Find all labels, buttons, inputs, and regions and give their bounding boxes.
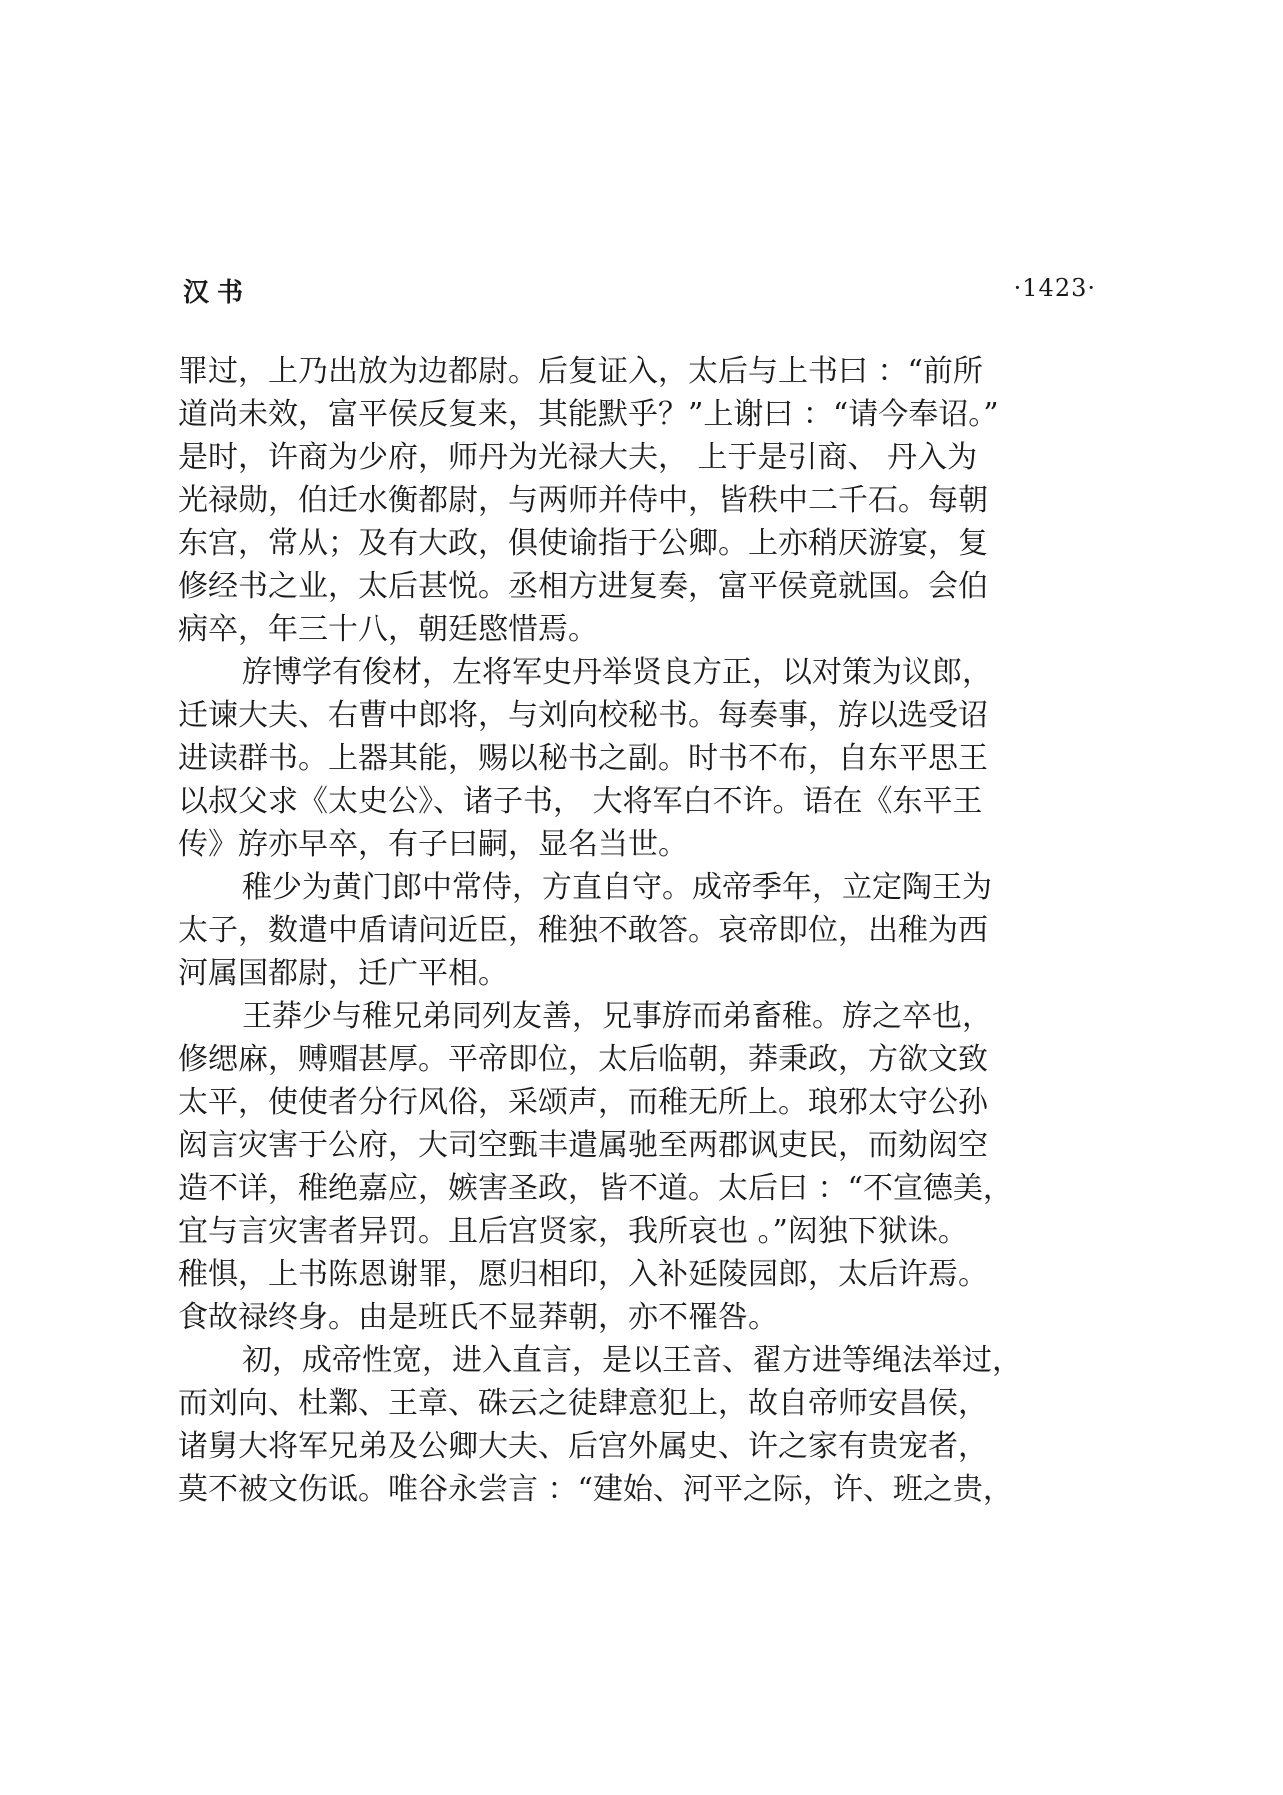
text-line: 莫不被文伤诋。唯谷永尝言 ：“建始、河平之际，许、班之贵， bbox=[178, 1472, 1013, 1507]
text-line: 稚惧，上书陈恩谢罪，愿归相印，入补延陵园郎，太后许焉。 bbox=[178, 1257, 988, 1292]
text-line: 闳言灾害于公府，大司空甄丰遣属驰至两郡讽吏民，而劾闳空 bbox=[178, 1128, 988, 1163]
text-line: 病卒，年三十八，朝廷愍惜焉。 bbox=[178, 612, 598, 647]
text-line: 是时，许商为少府，师丹为光禄大夫， 上于是引商、 丹入为 bbox=[178, 440, 978, 475]
text-line: 修经书之业，太后甚悦。丞相方进复奏，富平侯竟就国。会伯 bbox=[178, 569, 988, 604]
text-line: 以叔父求《太史公》、诸子书， 大将军白不许。语在《东平王 bbox=[178, 784, 983, 819]
body-text bbox=[178, 350, 1108, 1511]
page-number: ·1423· bbox=[1013, 274, 1096, 302]
text-line: 迁谏大夫、右曹中郎将，与刘向校秘书。每奏事，斿以选受诏 bbox=[178, 698, 988, 733]
text-line: 传》斿亦早卒，有子曰嗣，显名当世。 bbox=[178, 827, 688, 862]
text-line: 河属国都尉，迁广平相。 bbox=[178, 956, 508, 991]
text-line: 东宫，常从；及有大政，俱使谕指于公卿。上亦稍厌游宴，复 bbox=[178, 526, 988, 561]
text-line: 造不详，稚绝嘉应，嫉害圣政，皆不道。太后曰 ：“不宣德美， bbox=[178, 1171, 1013, 1206]
text-line: 太平，使使者分行风俗，采颂声，而稚无所上。琅邪太守公孙 bbox=[178, 1085, 988, 1120]
text-line: 食故禄终身。由是班氏不显莽朝，亦不罹咎。 bbox=[178, 1300, 778, 1335]
text-line: 稚少为黄门郎中常侍，方直自守。成帝季年，立定陶王为 bbox=[242, 870, 992, 905]
text-line: 修缌麻，赙赗甚厚。平帝即位，太后临朝，莽秉政，方欲文致 bbox=[178, 1042, 988, 1077]
text-line: 罪过，上乃出放为边都尉。后复证入，太后与上书曰 ：“前所 bbox=[178, 354, 983, 389]
book-title: 汉书 bbox=[183, 278, 252, 308]
text-line: 王莽少与稚兄弟同列友善，兄事斿而弟畜稚。斿之卒也， bbox=[242, 999, 992, 1034]
text-line: 诸舅大将军兄弟及公卿大夫、后宫外属史、许之家有贵宠者， bbox=[178, 1429, 988, 1464]
text-line: 进读群书。上器其能，赐以秘书之副。时书不布，自东平思王 bbox=[178, 741, 988, 776]
text-line: 宜与言灾害者异罚。且后宫贤家，我所哀也 。”闳独下狱诛。 bbox=[178, 1214, 968, 1249]
text-line: 而刘向、杜鄴、王章、硃云之徒肆意犯上，故自帝师安昌侯， bbox=[178, 1386, 988, 1421]
running-head bbox=[183, 272, 1096, 312]
text-line: 道尚未效，富平侯反复来，其能默乎？”上谢曰 ：“请今奉诏。” bbox=[178, 397, 999, 432]
text-line: 斿博学有俊材，左将军史丹举贤良方正，以对策为议郎， bbox=[242, 655, 992, 690]
text-line: 初，成帝性宽，进入直言，是以王音、翟方进等绳法举过， bbox=[242, 1343, 1022, 1378]
text-line: 光禄勋，伯迁水衡都尉，与两师并侍中，皆秩中二千石。每朝 bbox=[178, 483, 988, 518]
text-line: 太子，数遣中盾请问近臣，稚独不敢答。哀帝即位，出稚为西 bbox=[178, 913, 988, 948]
